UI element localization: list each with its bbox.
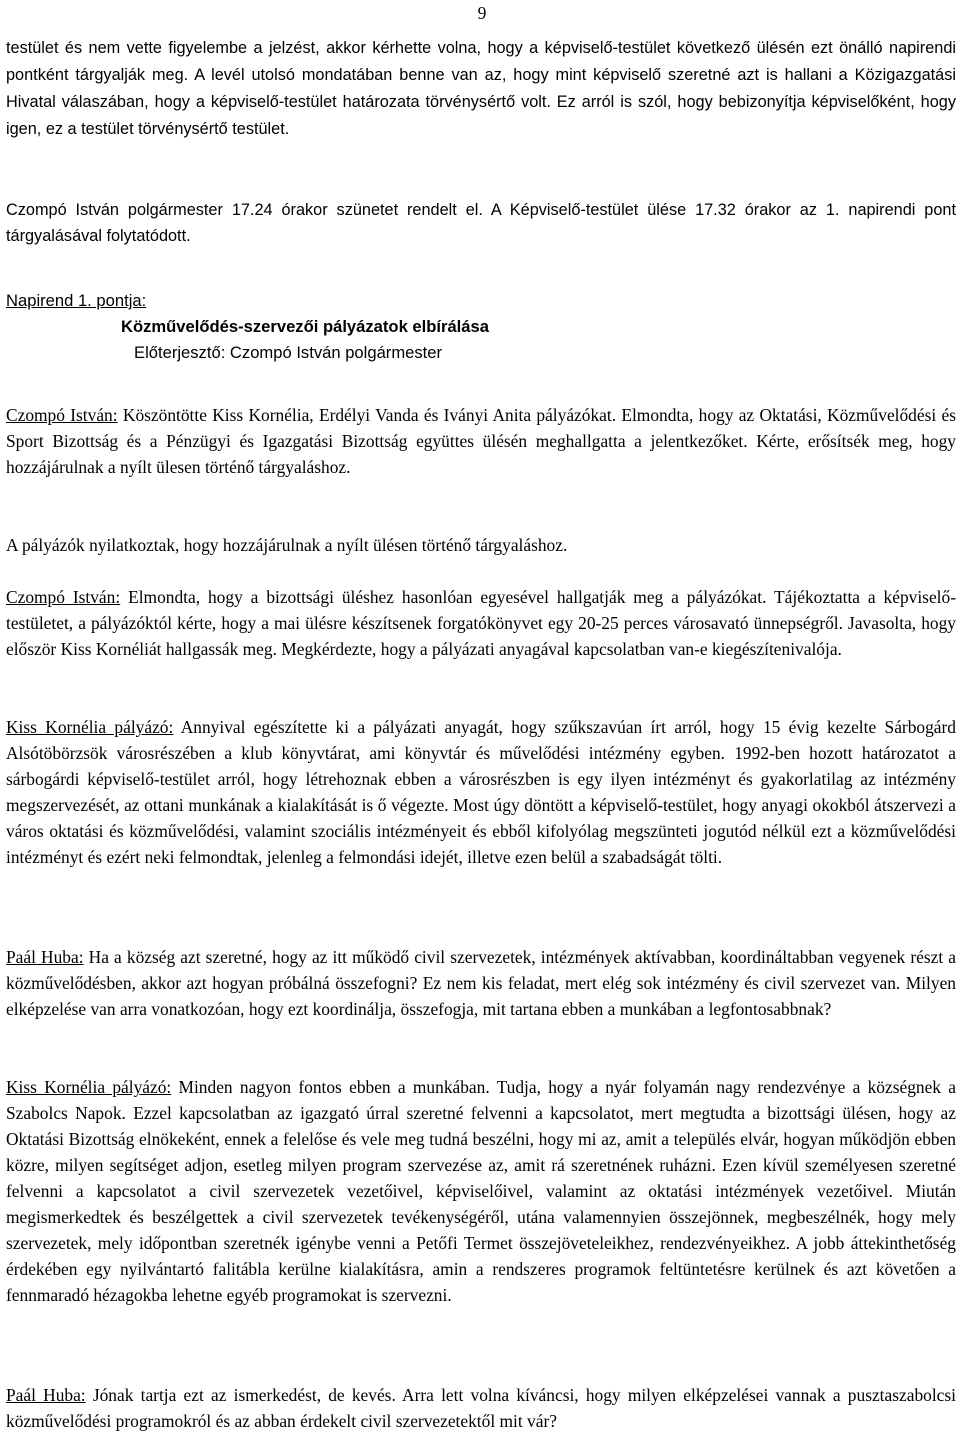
agenda-number: Napirend 1. pontja: (6, 291, 147, 310)
page-number: 9 (477, 3, 487, 23)
speaker-label: Kiss Kornélia pályázó: (6, 1077, 172, 1097)
intro-text-tail: Ez arról is szól, hogy bebizonyítja képviselőként, hogy igen, ez a testület törvénysértő testület. (6, 93, 956, 138)
intro-paragraph (6, 34, 956, 142)
speaker-label: Czompó István: (6, 405, 118, 425)
speaker-label: Kiss Kornélia pályázó: (6, 717, 174, 737)
speech-text: Ha a község azt szeretné, hogy az itt működő civil szervezetek, intézmények aktívabban, koordináltabban vegyenek részt a közművelődésben, akkor azt hogyan próbálná összefogni? Ez nem kis feladat, mert elég sok intézmény és civil szervezet van. Milyen elképzelése van arra vonatkozóan, hogy ezt koordinálja, összefogja, mit tartana ebben a munkában a legfontosabbnak? (6, 947, 956, 1019)
statement-paragraph (6, 532, 956, 558)
speech-paragraph (6, 1074, 956, 1308)
agenda-heading (6, 288, 956, 366)
break-paragraph: Czompó István polgármester 17.24 órakor szünetet rendelt el. A Képviselő-testület ülése 17.32 órakor az 1. napirendi pont tárgyalásával folytatódott. (6, 201, 956, 245)
speech-text: Elmondta, hogy a bizottsági üléshez hasonlóan egyesével hallgatják meg a pályázókat. Tájékoztatta a képviselő-testületet, a pályázóktól kérte, hogy a mai ülésre készítsenek forgatókönyvet egy 20-25 perces városavató ünnepségről. Javasolta, hogy először Kiss Kornéliát hallgassák meg. Megkérdezte, hogy a pályázati anyagával kapcsolatban van-e kiegészítenivalója. (6, 587, 956, 659)
speech-text: Annyival egészítette ki a pályázati anyagát, hogy szűkszavúan írt arról, hogy 15 évig kezelte Sárbogárd Alsótöbörzsök városrészében a klub könyvtárat, ami könyvtár és művelődési intézmény egyben. 1992-ben hozott határozatot a sárbogárdi képviselő-testület arról, hogy létrehoznak ebben a városrészben is egy ilyen intézményt és gyakorlatilag az intézmény megszervezését, az ottani munkának a kialakítását is ő végezte. Most úgy döntött a képviselő-testület, hogy anyagi okokból átszervezi a város oktatási és közművelődési, valamint szociális intézményeit és ebből kifolyólag megszünteti jogutód nélkül ezt a közművelődési intézményt és ezért neki felmondtak, jelenleg a felmondási idejét, illetve ezen belül a szabadságát tölti. (6, 717, 956, 867)
speech-paragraph (6, 714, 956, 870)
speech-paragraph (6, 584, 956, 662)
speech-text: Jónak tartja ezt az ismerkedést, de kevés. Arra lett volna kíváncsi, hogy milyen elképzelései vannak a pusztaszabolcsi közművelődési programokról és az abban érdekelt civil szervezetektől mit vár? (6, 1385, 956, 1431)
speech-text: Köszöntötte Kiss Kornélia, Erdélyi Vanda és Iványi Anita pályázókat. Elmondta, hogy az Oktatási, Közművelődési és Sport Bizottság és a Pénzügyi és Igazgatási Bizottság együttes ülésén meghallgatta a jelentkezőket. Kérte, erősítsék meg, hogy hozzájárulnak a nyílt ülesen történő tárgyaláshoz. (6, 405, 956, 477)
speaker-label: Paál Huba: (6, 947, 84, 967)
speaker-label: Czompó István: (6, 587, 121, 607)
speech-paragraph (6, 1382, 956, 1434)
agenda-presenter: Előterjesztő: Czompó István polgármester (134, 343, 443, 362)
speaker-label: Paál Huba: (6, 1385, 86, 1405)
statement-text: A pályázók nyilatkoztak, hogy hozzájárulnak a nyílt ülésen történő tárgyaláshoz. (6, 535, 568, 555)
speech-paragraph (6, 944, 956, 1022)
speech-text: Minden nagyon fontos ebben a munkában. Tudja, hogy a nyár folyamán nagy rendezvénye a községnek a Szabolcs Napok. Ezzel kapcsolatban az igazgató úrral szeretné felvenni a kapcsolatot, mert megtudta a bizottsági ülésen, hogy az Oktatási Bizottság elnökeként, ennek a felelőse és vele meg tudná beszélni, hogy mi az, amit a település elvár, hogyan működjön ebben közre, milyen segítséget adjon, esetleg milyen program szervezése az, amit rá szeretnének ruházni. Ezen kívül személyesen szeretné felvenni a kapcsolatot a civil szervezetek vezetőivel, képviselőivel, valamint az oktatási intézmények vezetőivel. Miután megismerkedtek és beszélgettek a civil szervezetek tevékenységéről, utána valamennyien összejönnek, megbeszélnék, hogy mely szervezetek, mely időpontban szeretnék igénybe venni a Petőfi Termet összejöveteleikhez, rendezvényeikhez. A jobb áttekinthetőség érdekében egy nyilvántartó falitábla kerülne kialakításra, amin a rendszeres programok feltüntetésre kerülnek és azt követően a fennmaradó hézagokba lehetne egyéb programokat is szervezni. (6, 1077, 956, 1305)
agenda-title: Közművelődés-szervezői pályázatok elbírálása (121, 317, 489, 336)
intro-text: testület és nem vette figyelembe a jelzést, akkor kérhette volna, hogy a képviselő-testület következő ülésén ezt önálló napirendi pontként tárgyalják meg. A levél utolsó mondatában benne van az, hogy mint képviselő szeretné azt is hallani a Közigazgatási Hivatal válaszában, hogy a képviselő-testület határozata törvénysértő volt. (6, 39, 956, 111)
speech-paragraph (6, 402, 956, 480)
